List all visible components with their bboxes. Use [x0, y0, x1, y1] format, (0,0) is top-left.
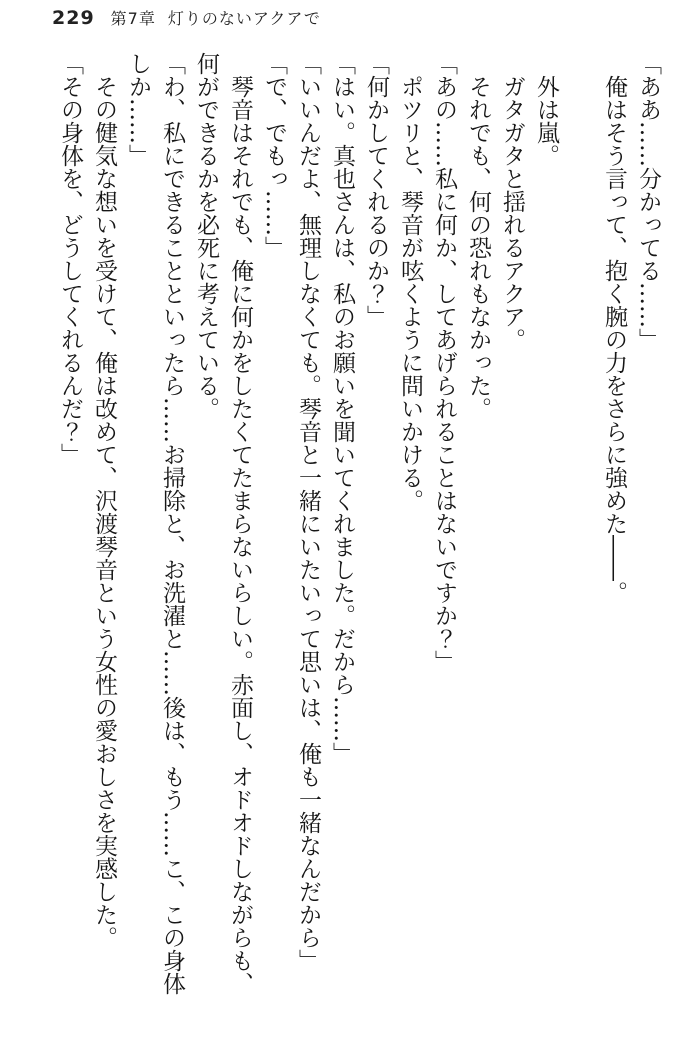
paragraph: ガタガタと揺れるアクア。: [499, 75, 525, 351]
paragraph: 「その身体を、どうしてくれるんだ？」: [57, 52, 83, 466]
paragraph: それでも、何の恐れもなかった。: [465, 75, 491, 420]
paragraph: 俺はそう言って、抱く腕の力をさらに強めた――。: [601, 75, 627, 604]
vertical-text-block: [31, 52, 665, 996]
page-number: 229: [52, 7, 95, 29]
running-head: [52, 6, 321, 29]
paragraph: 「で、でもっ……」: [261, 52, 287, 259]
paragraph: 外は嵐。: [533, 75, 559, 167]
chapter-title: 灯りのないアクアで: [167, 9, 321, 28]
chapter-heading: [111, 6, 321, 29]
paragraph: ポツリと、琴音が呟くように問いかける。: [397, 75, 423, 512]
paragraph: 「あの……私に何か、してあげられることはないですか？」: [431, 52, 457, 673]
paragraph: 「わ、私にできることといったら……お掃除と、お洗濯と……後は、もう……こ、この身体しか……」: [125, 52, 185, 995]
paragraph: その健気な想いを受けて、俺は改めて、沢渡琴音という女性の愛おしさを実感した。: [91, 75, 117, 949]
paragraph: 「いいんだよ、無理しなくても。琴音と一緒にいたいって思いは、俺も一緒なんだから」: [295, 52, 321, 972]
paragraph: 「はい。真也さんは、私のお願いを聞いてくれました。だから……」: [329, 52, 355, 765]
chapter-label: 第7章: [110, 9, 156, 28]
paragraph: 「ああ……分かってる……」: [635, 52, 661, 351]
paragraph: 琴音はそれでも、俺に何かをしたくてたまらないらしい。赤面し、オドオドしながらも、何ができるかを必死に考えている。: [193, 52, 253, 995]
paragraph: 「何かしてくれるのか？」: [363, 52, 389, 328]
